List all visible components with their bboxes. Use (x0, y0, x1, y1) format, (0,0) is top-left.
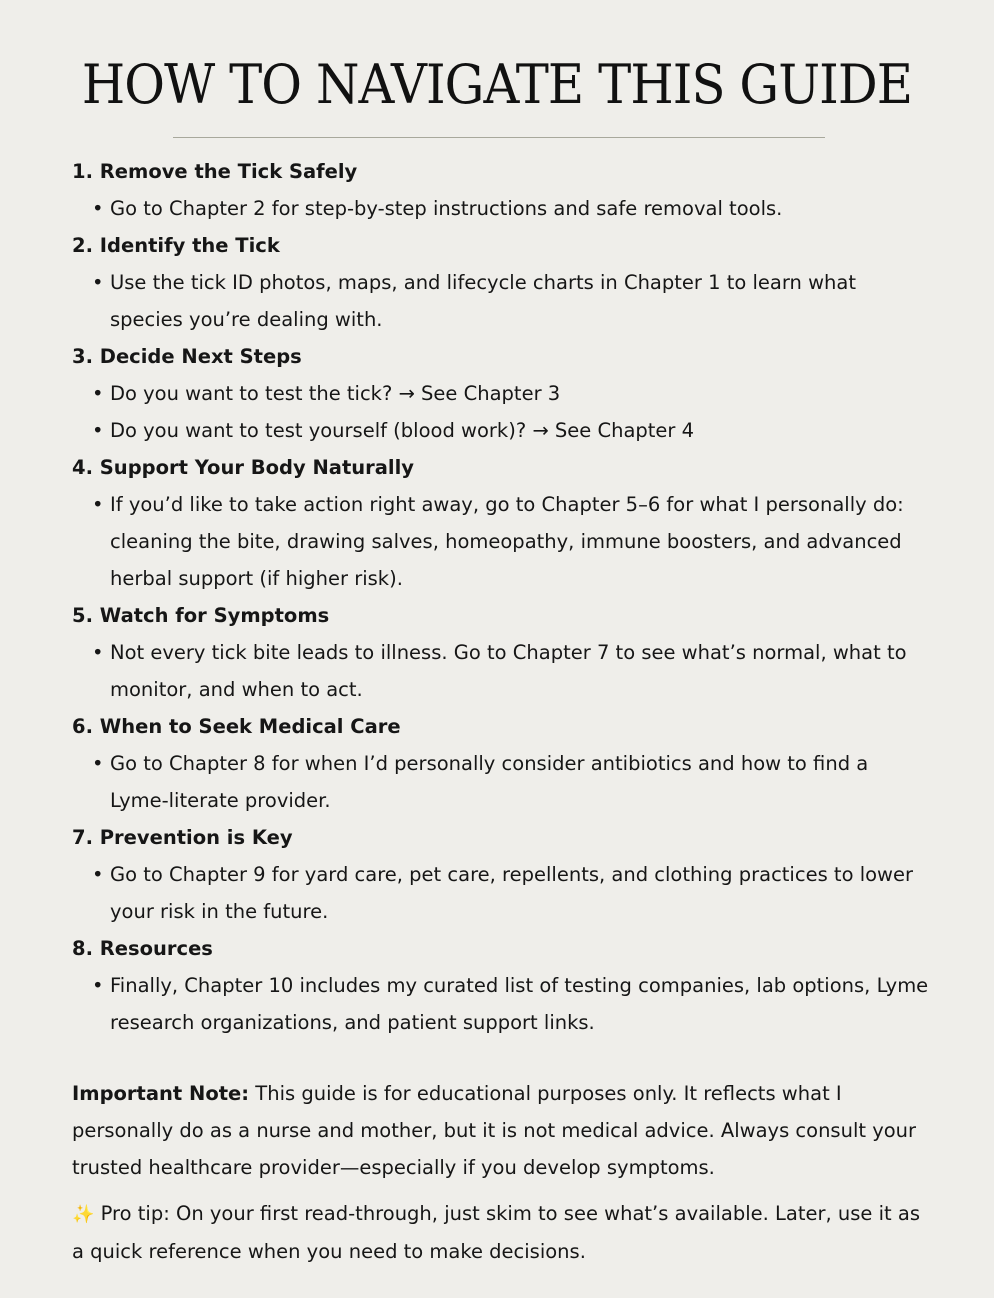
list-item-text: Go to Chapter 9 for yard care, pet care, repellents, and clothing practices to lower your risk in the future. (110, 863, 914, 923)
list-item (72, 856, 932, 930)
section (72, 708, 932, 819)
bullet-icon: • (92, 974, 104, 997)
section-heading: 2. Identify the Tick (72, 234, 280, 257)
list-item-text: If you’d like to take action right away, go to Chapter 5–6 for what I personally do: cleaning the bite, drawing salves, homeopathy, immune boosters, and advanced herbal support (if higher risk). (110, 493, 904, 590)
list-item-text: Do you want to test yourself (blood work)? → See Chapter 4 (110, 419, 695, 442)
pro-tip (72, 1195, 932, 1270)
sections-list (72, 153, 932, 1041)
section (72, 930, 932, 1041)
bullet-icon: • (92, 863, 104, 886)
bullet-icon: • (92, 493, 104, 516)
section-heading: 7. Prevention is Key (72, 826, 293, 849)
section-heading: 3. Decide Next Steps (72, 345, 302, 368)
section-heading: 6. When to Seek Medical Care (72, 715, 401, 738)
list-item-text: Do you want to test the tick? → See Chapter 3 (110, 382, 561, 405)
list-item-text: Use the tick ID photos, maps, and lifecycle charts in Chapter 1 to learn what species you’re dealing with. (110, 271, 856, 331)
bullet-icon: • (92, 641, 104, 664)
bullet-icon: • (92, 419, 104, 442)
note-text: This guide is for educational purposes only. It reflects what I personally do as a nurse and mother, but it is not medical advice. Always consult your trusted healthcare provider—especially if you develop symptoms. (72, 1082, 917, 1179)
bullet-icon: • (92, 752, 104, 775)
title-divider (173, 137, 825, 138)
list-item (72, 264, 932, 338)
bullet-icon: • (92, 197, 104, 220)
section-heading: 5. Watch for Symptoms (72, 604, 330, 627)
important-note (72, 1075, 932, 1186)
section (72, 819, 932, 930)
bullet-icon: • (92, 271, 104, 294)
list-item-text: Finally, Chapter 10 includes my curated list of testing companies, lab options, Lyme research organizations, and patient support links. (110, 974, 929, 1034)
bullet-icon: • (92, 382, 104, 405)
section (72, 597, 932, 708)
section-heading: 8. Resources (72, 937, 213, 960)
section-heading: 4. Support Your Body Naturally (72, 456, 415, 479)
section-heading: 1. Remove the Tick Safely (72, 160, 358, 183)
list-item (72, 634, 932, 708)
section (72, 338, 932, 449)
list-item (72, 745, 932, 819)
section (72, 227, 932, 338)
page-title: HOW TO NAVIGATE THIS GUIDE (81, 53, 913, 116)
sparkle-icon: ✨ (72, 1204, 95, 1225)
list-item (72, 412, 932, 449)
list-item (72, 967, 932, 1041)
note-label: Important Note: (72, 1082, 250, 1105)
list-item-text: Not every tick bite leads to illness. Go to Chapter 7 to see what’s normal, what to monitor, and when to act. (110, 641, 907, 701)
list-item-text: Go to Chapter 8 for when I’d personally consider antibiotics and how to find a Lyme-literate provider. (110, 752, 869, 812)
tip-text: Pro tip: On your first read-through, just skim to see what’s available. Later, use it as a quick reference when you need to make decisions. (72, 1202, 920, 1263)
list-item (72, 375, 932, 412)
list-item (72, 486, 932, 597)
section (72, 153, 932, 227)
list-item (72, 190, 932, 227)
list-item-text: Go to Chapter 2 for step-by-step instructions and safe removal tools. (110, 197, 783, 220)
section (72, 449, 932, 597)
